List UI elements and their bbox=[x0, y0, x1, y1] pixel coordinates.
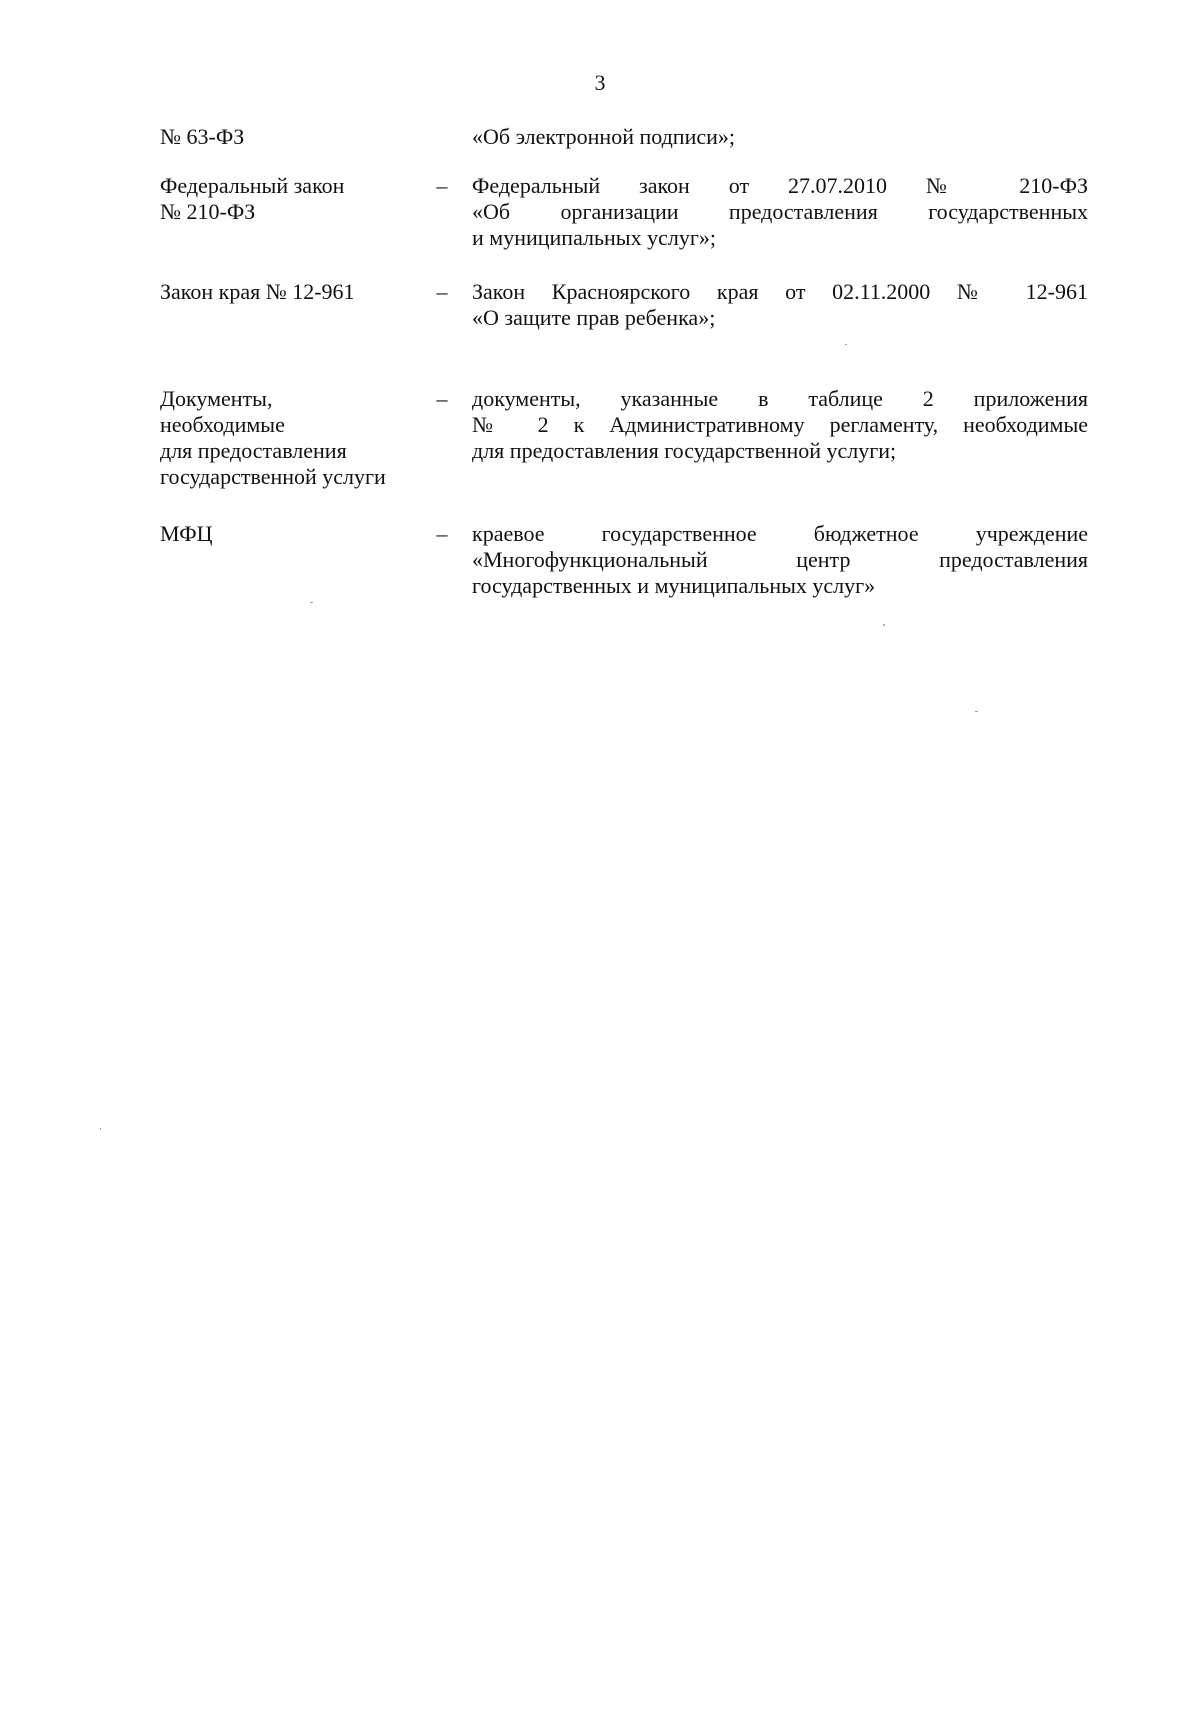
definition-line: «Многофункциональный центр предоставления bbox=[472, 547, 1088, 572]
definition-dash: – bbox=[436, 521, 448, 546]
definition-line: документы, указанные в таблице 2 приложения bbox=[472, 386, 1088, 411]
definition-line: и муниципальных услуг»; bbox=[472, 225, 716, 250]
definition-line: «Об организации предоставления государственных bbox=[472, 199, 1088, 224]
definition-dash: – bbox=[436, 279, 448, 304]
term-line: № 63-ФЗ bbox=[160, 124, 245, 149]
term-line: необходимые bbox=[160, 412, 285, 437]
definition-line: государственных и муниципальных услуг» bbox=[472, 573, 876, 598]
term-line: Документы, bbox=[160, 386, 273, 411]
definition-line: № 2 к Административному регламенту, необходимые bbox=[472, 412, 1088, 437]
definition-term bbox=[160, 124, 430, 150]
definition-line: «Об электронной подписи»; bbox=[472, 124, 736, 149]
term-line: МФЦ bbox=[160, 521, 213, 546]
definition-text bbox=[472, 279, 1088, 331]
scan-speck bbox=[100, 1128, 101, 1130]
term-line: № 210-ФЗ bbox=[160, 199, 256, 224]
definition-text bbox=[472, 386, 1088, 464]
definition-term bbox=[160, 521, 430, 547]
term-line: для предоставления bbox=[160, 438, 347, 463]
definition-line: Закон Красноярского края от 02.11.2000 № 12-961 bbox=[472, 279, 1088, 304]
page-number: 3 bbox=[594, 70, 606, 95]
scan-speck bbox=[310, 602, 313, 603]
definition-line: Федеральный закон от 27.07.2010 № 210-ФЗ bbox=[472, 173, 1088, 198]
definition-line: «О защите прав ребенка»; bbox=[472, 305, 716, 330]
definition-text bbox=[472, 521, 1088, 599]
definition-dash: – bbox=[436, 173, 448, 198]
definition-line: для предоставления государственной услуги; bbox=[472, 438, 897, 463]
term-line: государственной услуги bbox=[160, 464, 386, 489]
definition-dash: – bbox=[436, 386, 448, 411]
definition-term bbox=[160, 173, 430, 225]
term-line: Федеральный закон bbox=[160, 173, 345, 198]
term-line: Закон края № 12-961 bbox=[160, 279, 355, 304]
scan-speck bbox=[845, 344, 847, 345]
definition-line: краевое государственное бюджетное учреждение bbox=[472, 521, 1088, 546]
definition-term bbox=[160, 386, 430, 490]
scan-speck bbox=[975, 711, 978, 712]
definition-text bbox=[472, 173, 1088, 251]
definition-term bbox=[160, 279, 430, 305]
definition-text bbox=[472, 124, 1088, 150]
scan-speck bbox=[883, 624, 885, 626]
